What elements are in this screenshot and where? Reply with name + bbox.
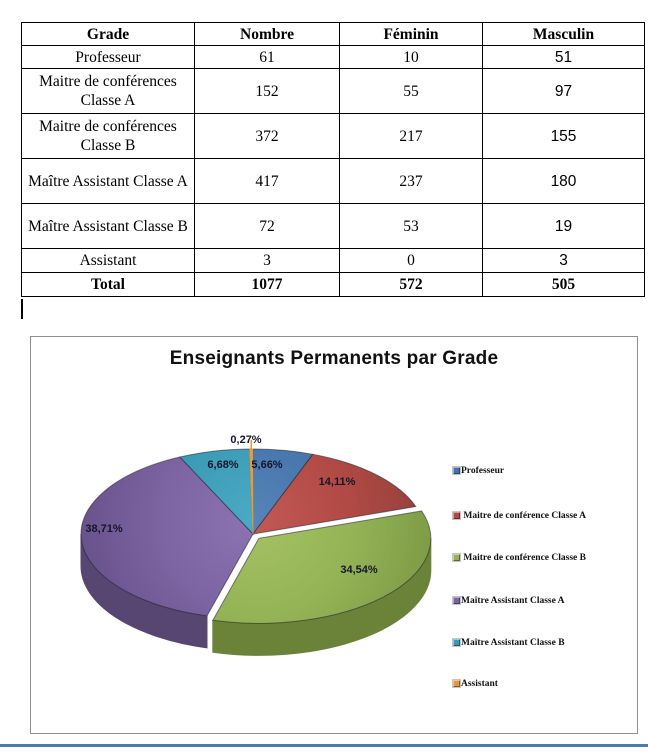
legend-label: Professeur	[461, 465, 505, 476]
table-cell: 3	[195, 249, 340, 273]
table-cell: 155	[483, 114, 645, 159]
pie-chart-svg	[31, 337, 637, 733]
table-cell: Maître Assistant Classe A	[22, 159, 195, 204]
pie-percent-label: 6,68%	[207, 459, 239, 471]
text-cursor	[21, 299, 23, 319]
table-row	[22, 249, 645, 273]
table-cell: 97	[483, 69, 645, 114]
legend-item	[453, 510, 586, 521]
legend-color-swatch	[453, 554, 460, 561]
legend-label: Assistant	[461, 678, 498, 689]
table-cell: 10	[340, 46, 483, 69]
table-cell: Maitre de conférences Classe A	[22, 69, 195, 114]
pie-percent-label: 38,71%	[85, 523, 123, 535]
table-row	[22, 159, 645, 204]
table-cell: 72	[195, 204, 340, 249]
legend-label: Maitre de conférence Classe A	[461, 510, 586, 521]
table-cell: 372	[195, 114, 340, 159]
table-cell: Assistant	[22, 249, 195, 273]
pie-percent-label: 0,27%	[230, 434, 262, 446]
legend-label: Maitre de conférence Classe B	[461, 552, 586, 563]
table-row	[22, 46, 645, 69]
legend-color-swatch	[453, 512, 460, 519]
table-cell: 505	[483, 273, 645, 297]
table-row	[22, 204, 645, 249]
table-cell: 55	[340, 69, 483, 114]
column-header: Nombre	[195, 23, 340, 46]
table-cell: 417	[195, 159, 340, 204]
chart-panel	[30, 336, 638, 734]
column-header: Masculin	[483, 23, 645, 46]
legend-label: Maître Assistant Classe A	[461, 595, 565, 606]
table-cell: 3	[483, 249, 645, 273]
table-row	[22, 69, 645, 114]
table-cell: 19	[483, 204, 645, 249]
legend-item	[453, 552, 586, 563]
table-cell: Maitre de conférences Classe B	[22, 114, 195, 159]
legend-item	[453, 595, 565, 606]
pie-percent-label: 14,11%	[318, 476, 356, 488]
table-cell: 51	[483, 46, 645, 69]
table-cell: 572	[340, 273, 483, 297]
column-header: Féminin	[340, 23, 483, 46]
table-cell: 217	[340, 114, 483, 159]
table-cell: 1077	[195, 273, 340, 297]
table-cell: 152	[195, 69, 340, 114]
table-cell: Total	[22, 273, 195, 297]
table-cell: Maître Assistant Classe B	[22, 204, 195, 249]
grade-table	[21, 22, 645, 297]
table-cell: Professeur	[22, 46, 195, 69]
page-bottom-border	[0, 744, 648, 747]
pie-percent-label: 5,66%	[251, 459, 283, 471]
legend-color-swatch	[453, 680, 460, 687]
table-cell: 53	[340, 204, 483, 249]
chart-title: Enseignants Permanents par Grade	[169, 348, 499, 369]
column-header: Grade	[22, 23, 195, 46]
table-row	[22, 273, 645, 297]
pie-percent-label: 34,54%	[340, 564, 378, 576]
table-cell: 0	[340, 249, 483, 273]
legend-label: Maître Assistant Classe B	[461, 637, 565, 648]
legend-item	[453, 637, 565, 648]
legend-item	[453, 465, 504, 476]
table-header-row	[22, 23, 645, 46]
legend-color-swatch	[453, 467, 460, 474]
table-cell: 180	[483, 159, 645, 204]
table-cell: 61	[195, 46, 340, 69]
legend-color-swatch	[453, 597, 460, 604]
table-body	[22, 46, 645, 297]
legend-item	[453, 678, 498, 689]
table-row	[22, 114, 645, 159]
table-cell: 237	[340, 159, 483, 204]
legend-color-swatch	[453, 639, 460, 646]
